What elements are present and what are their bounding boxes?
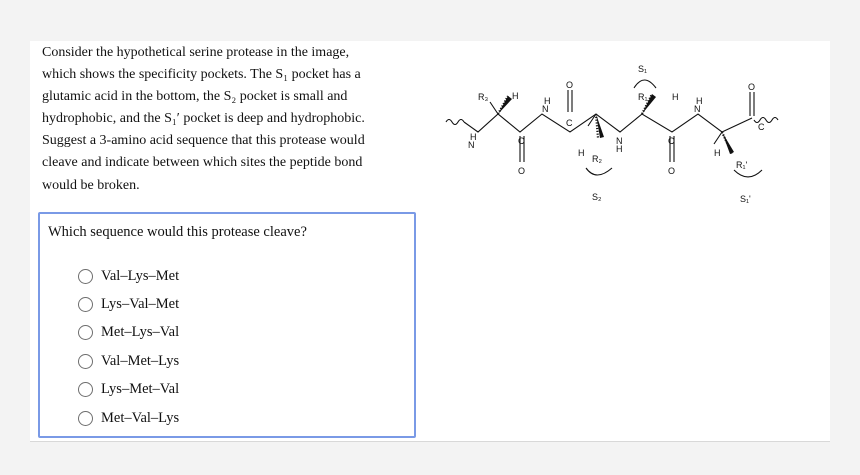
hash-bond <box>596 114 598 138</box>
label-c: C <box>566 118 573 128</box>
wavy-bond-left <box>446 120 464 125</box>
option-label: Lys–Val–Met <box>101 296 180 313</box>
backbone <box>464 114 752 132</box>
label-r2: R₂ <box>592 154 602 164</box>
option-label: Val–Met–Lys <box>101 352 180 369</box>
question-line: Consider the hypothetical serine protease in the image, <box>42 45 350 60</box>
s1p-pocket-arc <box>734 170 762 177</box>
question-line: would be broken. <box>42 177 140 193</box>
label-s1p: S₁' <box>740 194 751 204</box>
label-h: H <box>512 91 519 101</box>
s2-pocket-arc <box>586 168 612 175</box>
label-h: H <box>578 148 585 158</box>
label-c: C <box>518 136 525 146</box>
label-r3: R₃ <box>478 92 489 102</box>
h-bond-2 <box>588 114 596 126</box>
question-line: glutamic acid in the bottom, the S₂ pocket is small and <box>42 89 348 105</box>
question-line: Suggest a 3-amino acid sequence that this protease would <box>42 133 365 149</box>
option-label: Val–Lys–Met <box>101 267 180 284</box>
radio-button[interactable] <box>78 269 93 284</box>
answer-option-3[interactable] <box>78 319 179 347</box>
question-line: which shows the specificity pockets. The S₁ pocket has a <box>42 67 361 83</box>
label-o: O <box>668 166 676 176</box>
label-h: H <box>616 144 623 154</box>
radio-button[interactable] <box>78 325 93 340</box>
answer-box <box>38 212 416 438</box>
answer-option-5[interactable] <box>78 376 179 404</box>
answer-options <box>78 262 179 432</box>
question-line: hydrophobic, and the S₁′ pocket is deep and hydrophobic. <box>42 111 365 127</box>
answer-option-2[interactable] <box>78 290 179 318</box>
label-o: O <box>518 166 526 176</box>
peptide-figure <box>438 50 798 215</box>
h-bond-3 <box>714 132 722 144</box>
label-n: N <box>694 104 701 114</box>
answer-option-4[interactable] <box>78 347 179 375</box>
option-label: Met–Lys–Val <box>101 324 180 341</box>
label-h: H <box>696 96 703 106</box>
answer-option-1[interactable] <box>78 262 179 290</box>
label-c: C <box>758 122 765 132</box>
label-s1: S₁ <box>638 64 648 74</box>
label-n: N <box>468 140 475 150</box>
radio-button[interactable] <box>78 382 93 397</box>
label-n: N <box>542 104 549 114</box>
label-o: O <box>566 80 574 90</box>
label-h: H <box>544 96 551 106</box>
s1-pocket-arc <box>634 80 656 88</box>
radio-button[interactable] <box>78 411 93 426</box>
label-r1p: R₁' <box>736 160 748 170</box>
hash-bond <box>722 132 732 154</box>
radio-button[interactable] <box>78 354 93 369</box>
option-label: Met–Val–Lys <box>101 409 180 426</box>
label-n: N <box>616 136 623 146</box>
label-o: O <box>748 82 756 92</box>
answer-option-6[interactable] <box>78 404 179 432</box>
radio-button[interactable] <box>78 297 93 312</box>
label-h: H <box>714 148 721 158</box>
label-s2: S₂ <box>592 192 602 202</box>
question-line: cleave and indicate between which sites the peptide bond <box>42 155 363 171</box>
label-h: H <box>470 132 477 142</box>
question-text <box>42 42 402 197</box>
label-c: C <box>668 136 675 146</box>
label-h: H <box>672 92 679 102</box>
r3-bond <box>490 102 498 114</box>
answer-prompt: Which sequence would this protease cleave? <box>48 224 307 240</box>
label-r1: R₁ <box>638 92 648 102</box>
option-label: Lys–Met–Val <box>101 381 180 398</box>
